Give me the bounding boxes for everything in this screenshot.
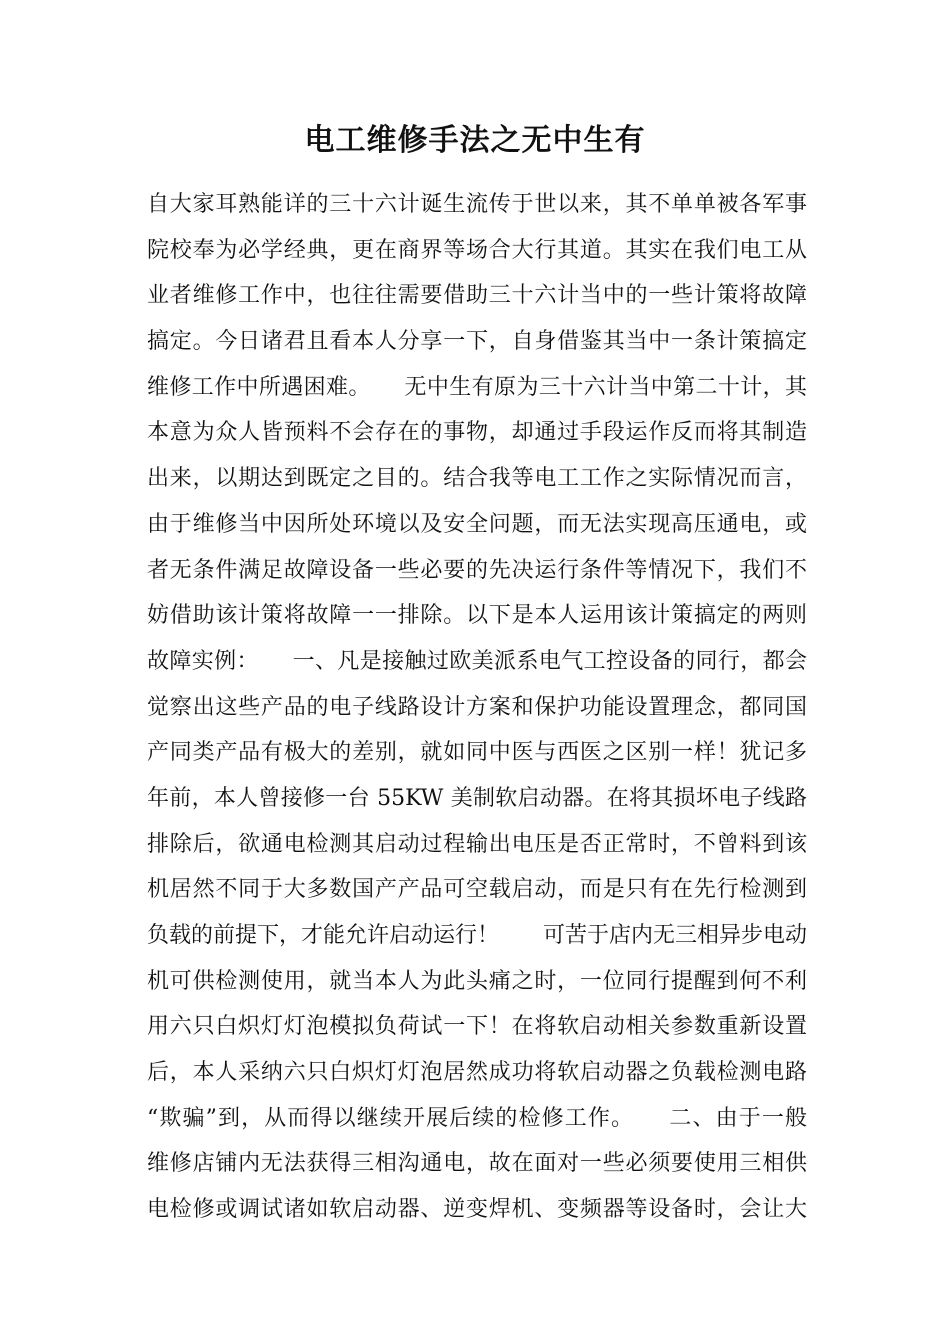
body-text-line: 维修工作中所遇困难。 无中生有原为三十六计当中第二十计，其: [147, 374, 807, 400]
body-text-line: 维修店铺内无法获得三相沟通电，故在面对一些必须要使用三相供: [147, 1151, 807, 1177]
body-text-line: 由于维修当中因所处环境以及安全问题，而无法实现高压通电，或: [147, 511, 807, 537]
document-title: 电工维修手法之无中生有: [304, 123, 646, 158]
body-text-line: 年前，本人曾接修一台 55KW 美制软启动器。在将其损坏电子线路: [147, 785, 807, 811]
body-text-line: 本意为众人皆预料不会存在的事物，却通过手段运作反而将其制造: [147, 420, 807, 446]
body-text-line: “欺骗”到，从而得以继续开展后续的检修工作。 二、由于一般: [147, 1105, 807, 1131]
body-text-line: 负载的前提下，才能允许启动运行！ 可苦于店内无三相异步电动: [147, 923, 807, 948]
body-text-line: 后，本人采纳六只白炽灯灯泡居然成功将软启动器之负载检测电路: [147, 1060, 807, 1086]
body-text-line: 产同类产品有极大的差别，就如同中医与西医之区别一样！犹记多: [147, 740, 807, 766]
body-text-line: 妨借助该计策将故障一一排除。以下是本人运用该计策搞定的两则: [147, 603, 807, 629]
body-text-line: 者无条件满足故障设备一些必要的先决运行条件等情况下，我们不: [147, 557, 807, 583]
body-text-line: 出来，以期达到既定之目的。结合我等电工工作之实际情况而言，: [147, 466, 807, 492]
body-text-line: 排除后，欲通电检测其启动过程输出电压是否正常时，不曾料到该: [147, 831, 807, 857]
body-text-line: 院校奉为必学经典，更在商界等场合大行其道。其实在我们电工从: [147, 237, 807, 263]
body-text-line: 业者维修工作中，也往往需要借助三十六计当中的一些计策将故障: [147, 283, 807, 309]
body-text-line: 搞定。今日诸君且看本人分享一下，自身借鉴其当中一条计策搞定: [147, 329, 807, 355]
body-text-line: 电检修或调试诸如软启动器、逆变焊机、变频器等设备时，会让大: [147, 1197, 807, 1223]
document-body: [147, 182, 807, 1233]
body-text-line: 故障实例： 一、凡是接触过欧美派系电气工控设备的同行，都会: [147, 648, 807, 674]
body-text-line: 用六只白炽灯灯泡模拟负荷试一下！在将软启动相关参数重新设置: [147, 1014, 807, 1040]
body-text-line: 觉察出这些产品的电子线路设计方案和保护功能设置理念，都同国: [147, 694, 807, 720]
body-text-line: 自大家耳熟能详的三十六计诞生流传于世以来，其不单单被各军事: [147, 192, 807, 217]
body-text-line: 机居然不同于大多数国产产品可空载启动，而是只有在先行检测到: [147, 877, 807, 903]
body-text-line: 机可供检测使用，就当本人为此头痛之时，一位同行提醒到何不利: [147, 968, 807, 994]
